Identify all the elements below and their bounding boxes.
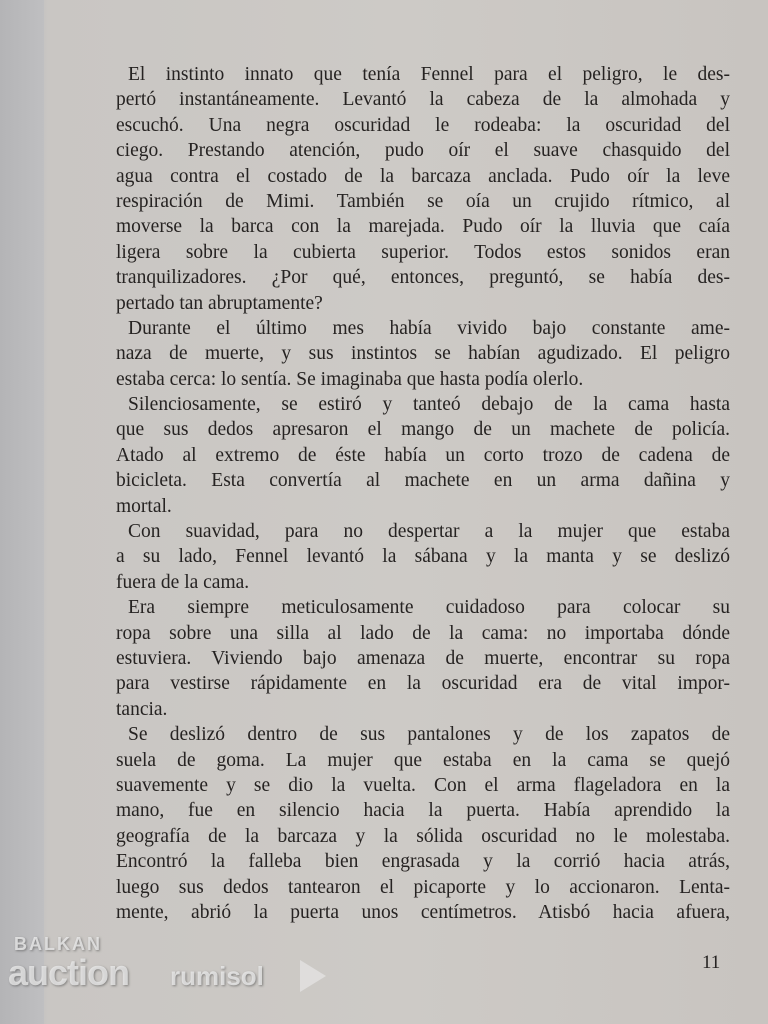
text-line: para vestirse rápidamente en la oscuridad era de vital impor-: [116, 673, 730, 695]
watermark-play-icon: [300, 960, 326, 992]
text-line: Encontró la falleba bien engrasada y la corrió hacia atrás,: [116, 851, 730, 873]
text-line: ropa sobre una silla al lado de la cama: no importaba dónde: [116, 622, 730, 644]
text-line: estaba cerca: lo sentía. Se imaginaba que hasta podía olerlo.: [116, 368, 584, 390]
text-line: mortal.: [116, 495, 172, 517]
text-line: Era siempre meticulosamente cuidadoso para colocar su: [128, 597, 730, 619]
page-number: 11: [702, 952, 721, 973]
text-line: agua contra el costado de la barcaza anclada. Pudo oír la leve: [116, 165, 730, 187]
text-line: pertó instantáneamente. Levantó la cabeza de la almohada y: [116, 89, 730, 111]
text-line: ciego. Prestando atención, pudo oír el suave chasquido del: [116, 140, 730, 162]
text-line: bicicleta. Esta convertía al machete en un arma dañina y: [116, 470, 730, 492]
text-line: naza de muerte, y sus instintos se habían agudizado. El peligro: [116, 343, 730, 365]
text-line: ligera sobre la cubierta superior. Todos estos sonidos eran: [116, 241, 730, 263]
text-line: Atado al extremo de éste había un corto trozo de cadena de: [116, 444, 730, 466]
watermark-auction: auction: [8, 952, 130, 993]
text-line: Silenciosamente, se estiró y tanteó debajo de la cama hasta: [128, 394, 730, 416]
text-line: Con suavidad, para no despertar a la mujer que estaba: [128, 521, 730, 543]
text-line: luego sus dedos tantearon el picaporte y lo accionaron. Lenta-: [116, 876, 730, 898]
text-line: fuera de la cama.: [116, 571, 250, 593]
book-page-text: [116, 62, 730, 925]
page-left-edge: [0, 0, 44, 1024]
text-line: geografía de la barcaza y la sólida oscuridad no le molestaba.: [116, 825, 730, 847]
text-line: escuchó. Una negra oscuridad le rodeaba: la oscuridad del: [116, 114, 730, 136]
text-line: mano, fue en silencio hacia la puerta. Había aprendido la: [116, 800, 730, 822]
watermark-balkan: BALKAN: [14, 934, 102, 954]
text-line: a su lado, Fennel levantó la sábana y la manta y se deslizó: [116, 546, 730, 568]
text-line: suela de goma. La mujer que estaba en la cama se quejó: [116, 749, 730, 771]
text-line: suavemente y se dio la vuelta. Con el arma flageladora en la: [116, 774, 730, 796]
text-line: tancia.: [116, 698, 168, 720]
text-line: que sus dedos apresaron el mango de un machete de policía.: [116, 419, 730, 441]
watermark-rumisol: rumisol: [170, 961, 264, 991]
text-line: Se deslizó dentro de sus pantalones y de los zapatos de: [128, 724, 730, 746]
text-line: El instinto innato que tenía Fennel para el peligro, le des-: [128, 64, 730, 85]
text-line: Durante el último mes había vivido bajo constante ame-: [128, 317, 730, 339]
text-line: tranquilizadores. ¿Por qué, entonces, preguntó, se había des-: [116, 267, 730, 289]
text-line: mente, abrió la puerta unos centímetros. Atisbó hacia afuera,: [116, 901, 730, 923]
text-line: estuviera. Viviendo bajo amenaza de muerte, encontrar su ropa: [116, 647, 730, 669]
text-line: respiración de Mimi. También se oía un crujido rítmico, al: [116, 190, 730, 212]
text-line: pertado tan abruptamente?: [116, 292, 323, 314]
text-line: moverse la barca con la marejada. Pudo oír la lluvia que caía: [116, 216, 730, 238]
